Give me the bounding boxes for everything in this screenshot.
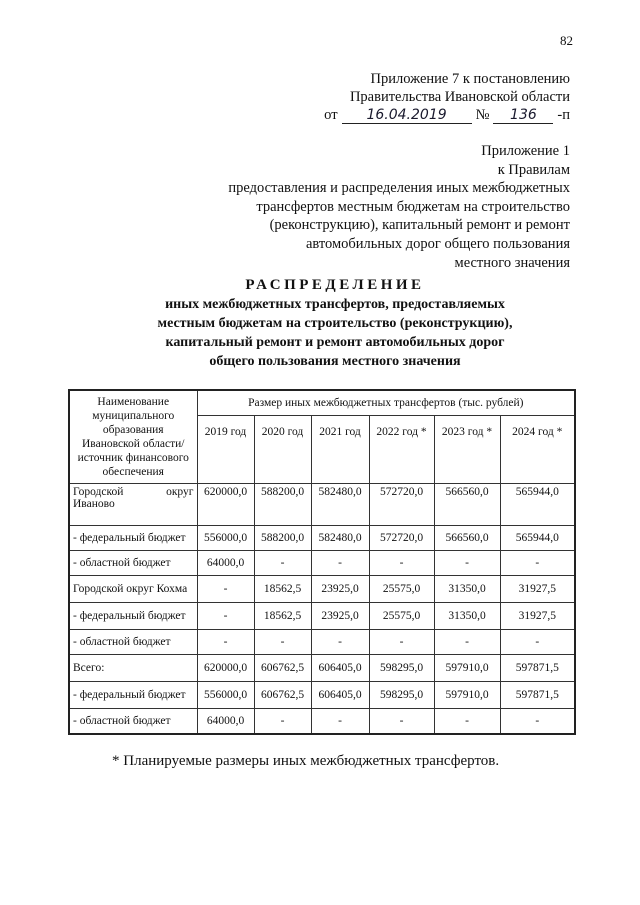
value-cell: 31927,5 <box>500 603 575 630</box>
table-row <box>69 709 575 734</box>
value-cell: - <box>197 576 254 603</box>
appendix-1-line-3: предоставления и распределения иных межбюджетных <box>228 180 570 197</box>
year-header: 2024 год * <box>500 415 575 483</box>
value-cell: 597871,5 <box>500 655 575 682</box>
value-cell: - <box>311 630 369 655</box>
distribution-table <box>68 389 576 735</box>
appendix-1-line-6: автомобильных дорог общего пользования <box>305 235 570 252</box>
value-cell: 64000,0 <box>197 551 254 576</box>
row-name-cell: Городской округ Иваново <box>69 484 197 526</box>
appendix-1-line-5: (реконструкцию), капитальный ремонт и ремонт <box>269 217 570 234</box>
amount-group-header: Размер иных межбюджетных трансфертов (тыс. рублей) <box>197 390 575 415</box>
value-cell: 620000,0 <box>197 484 254 526</box>
value-cell: 25575,0 <box>369 603 434 630</box>
table-row <box>69 655 575 682</box>
value-cell: 597910,0 <box>434 682 500 709</box>
value-cell: - <box>369 551 434 576</box>
value-cell: - <box>311 551 369 576</box>
appendix-1-header <box>190 142 570 272</box>
table-row <box>69 484 575 526</box>
name-column-header: Наименование муниципального образования Ивановской области/источник финансового обеспечения <box>69 390 197 484</box>
value-cell: 25575,0 <box>369 576 434 603</box>
handwritten-number: 136 <box>493 108 553 124</box>
value-cell: - <box>500 709 575 734</box>
title-line-1: иных межбюджетных трансфертов, предоставляемых <box>165 297 505 312</box>
value-cell: - <box>434 709 500 734</box>
row-name-cell: - областной бюджет <box>69 709 197 734</box>
appendix-1-line-1: Приложение 1 <box>481 143 570 159</box>
value-cell: - <box>254 630 311 655</box>
value-cell: - <box>434 551 500 576</box>
value-cell: 572720,0 <box>369 484 434 526</box>
value-cell: - <box>254 709 311 734</box>
value-cell: - <box>311 709 369 734</box>
appendix-7-header <box>350 70 570 106</box>
value-cell: 556000,0 <box>197 682 254 709</box>
value-cell: - <box>500 630 575 655</box>
year-header: 2021 год <box>311 415 369 483</box>
year-header: 2020 год <box>254 415 311 483</box>
table-row <box>69 630 575 655</box>
table-row <box>69 526 575 551</box>
value-cell: 620000,0 <box>197 655 254 682</box>
value-cell: - <box>500 551 575 576</box>
value-cell: 556000,0 <box>197 526 254 551</box>
row-name-cell: - федеральный бюджет <box>69 526 197 551</box>
value-cell: - <box>369 630 434 655</box>
table-body <box>69 484 575 734</box>
value-cell: 566560,0 <box>434 526 500 551</box>
value-cell: 565944,0 <box>500 484 575 526</box>
value-cell: 588200,0 <box>254 484 311 526</box>
appendix-7-line-2: Правительства Ивановской области <box>349 89 570 105</box>
row-name-cell: - областной бюджет <box>69 551 197 576</box>
value-cell: 597871,5 <box>500 682 575 709</box>
row-name-cell: Всего: <box>69 655 197 682</box>
row-name-cell: Городской округ Кохма <box>69 576 197 603</box>
row-name-cell: - федеральный бюджет <box>69 603 197 630</box>
order-date-number-line <box>324 107 570 124</box>
value-cell: 598295,0 <box>369 655 434 682</box>
page-number: 82 <box>560 33 573 48</box>
value-cell: 566560,0 <box>434 484 500 526</box>
title-line-2: местным бюджетам на строительство (реконструкцию), <box>157 316 513 331</box>
value-cell: 588200,0 <box>254 526 311 551</box>
value-cell: - <box>197 630 254 655</box>
value-cell: 582480,0 <box>311 484 369 526</box>
appendix-1-line-4: трансфертов местным бюджетам на строительство <box>256 198 570 215</box>
handwritten-date: 16.04.2019 <box>342 108 472 124</box>
appendix-1-line-7: местного значения <box>454 254 570 271</box>
row-name-cell: - областной бюджет <box>69 630 197 655</box>
value-cell: 18562,5 <box>254 576 311 603</box>
value-cell: 606762,5 <box>254 682 311 709</box>
number-label: № <box>475 107 490 123</box>
table-row <box>69 576 575 603</box>
table-row <box>69 682 575 709</box>
title-main: РАСПРЕДЕЛЕНИЕ <box>245 277 425 293</box>
value-cell: 31350,0 <box>434 576 500 603</box>
title-line-4: общего пользования местного значения <box>209 354 461 369</box>
value-cell: 31350,0 <box>434 603 500 630</box>
value-cell: - <box>369 709 434 734</box>
value-cell: 64000,0 <box>197 709 254 734</box>
footnote: * Планируемые размеры иных межбюджетных трансфертов. <box>112 753 500 769</box>
value-cell: 597910,0 <box>434 655 500 682</box>
document-title <box>70 276 600 371</box>
value-cell: 572720,0 <box>369 526 434 551</box>
from-label: от <box>324 107 338 123</box>
row-name-cell: - федеральный бюджет <box>69 682 197 709</box>
value-cell: 606762,5 <box>254 655 311 682</box>
number-suffix: -п <box>557 107 570 123</box>
appendix-1-line-2: к Правилам <box>497 161 570 178</box>
value-cell: - <box>197 603 254 630</box>
year-header: 2019 год <box>197 415 254 483</box>
value-cell: 31927,5 <box>500 576 575 603</box>
value-cell: 606405,0 <box>311 682 369 709</box>
value-cell: - <box>434 630 500 655</box>
value-cell: 23925,0 <box>311 576 369 603</box>
year-header: 2023 год * <box>434 415 500 483</box>
year-header: 2022 год * <box>369 415 434 483</box>
table-row <box>69 551 575 576</box>
title-line-3: капитальный ремонт и ремонт автомобильных дорог <box>165 335 505 350</box>
value-cell: 598295,0 <box>369 682 434 709</box>
value-cell: 18562,5 <box>254 603 311 630</box>
appendix-7-line-1: Приложение 7 к постановлению <box>370 71 570 87</box>
value-cell: 23925,0 <box>311 603 369 630</box>
value-cell: 582480,0 <box>311 526 369 551</box>
value-cell: 606405,0 <box>311 655 369 682</box>
value-cell: 565944,0 <box>500 526 575 551</box>
table-row <box>69 603 575 630</box>
value-cell: - <box>254 551 311 576</box>
